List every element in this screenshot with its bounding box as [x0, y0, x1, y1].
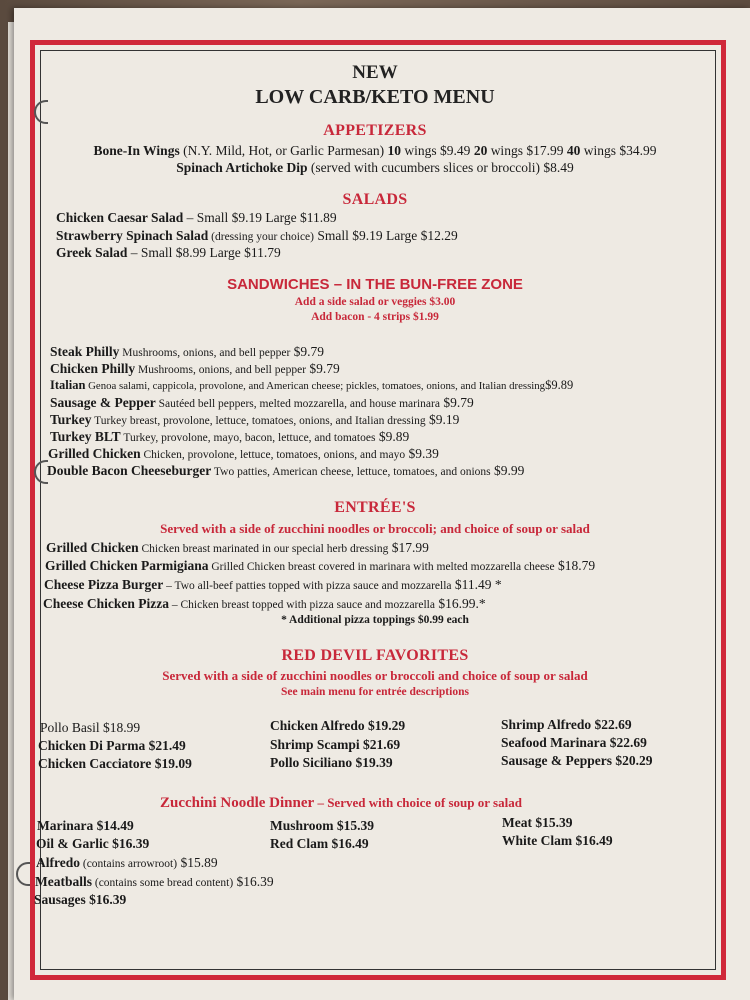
zucchini-item: Sausages $16.39	[34, 892, 127, 907]
menu-item-dip: Spinach Artichoke Dip (served with cucumbers slices or broccoli) $8.49	[176, 160, 574, 175]
menu-title: LOW CARB/KETO MENU	[255, 86, 495, 108]
favorite-item: Shrimp Scampi $21.69	[270, 737, 401, 752]
menu-item-sandwich: Turkey BLT Turkey, provolone, mayo, bacon, lettuce, and tomatoes $9.89	[50, 429, 410, 444]
favorite-item: Chicken Di Parma $21.49	[38, 738, 186, 753]
menu-item-sandwich: Italian Genoa salami, cappicola, provolone, and American cheese; pickles, tomatoes, onions, and Italian dressing$9.89	[50, 378, 574, 392]
favorite-item: Pollo Siciliano $19.39	[270, 755, 393, 770]
zucchini-item: Mushroom $15.39	[270, 818, 375, 833]
zucchini-item: Red Clam $16.49	[270, 836, 369, 851]
favorites-note: Served with a side of zucchini noodles or broccoli and choice of soup or salad	[162, 668, 588, 683]
salads-heading: SALADS	[342, 191, 408, 208]
menu-item-sandwich: Double Bacon Cheeseburger Two patties, American cheese, lettuce, tomatoes, and onions $9.99	[47, 463, 525, 478]
menu-item-entree: Grilled Chicken Parmigiana Grilled Chicken breast covered in marinara with melted mozzarella cheese $18.79	[45, 558, 596, 573]
sandwiches-note-side: Add a side salad or veggies $3.00	[294, 296, 456, 308]
favorites-note-descriptions: See main menu for entrée descriptions	[281, 686, 469, 698]
sandwiches-note-bacon: Add bacon - 4 strips $1.99	[311, 311, 439, 323]
zucchini-item: Oil & Garlic $16.39	[36, 836, 150, 851]
menu-item-sandwich: Chicken Philly Mushrooms, onions, and bell pepper $9.79	[50, 361, 340, 376]
favorite-item: Pollo Basil $18.99	[40, 720, 141, 735]
menu-item-sandwich: Grilled Chicken Chicken, provolone, lettuce, tomatoes, onions, and mayo $9.39	[48, 446, 439, 461]
favorite-item: Seafood Marinara $22.69	[501, 735, 647, 750]
sandwiches-heading: SANDWICHES – IN THE BUN-FREE ZONE	[227, 276, 523, 293]
menu-item-entree: Cheese Chicken Pizza – Chicken breast topped with pizza sauce and mozzarella $16.99.*	[43, 596, 486, 611]
menu-item-sandwich: Steak Philly Mushrooms, onions, and bell pepper $9.79	[50, 344, 325, 359]
zucchini-item: Meat $15.39	[502, 815, 573, 830]
favorite-item: Sausage & Peppers $20.29	[501, 753, 653, 768]
menu-item-sandwich: Sausage & Pepper Sautéed bell peppers, melted mozzarella, and house marinara $9.79	[50, 395, 474, 410]
appetizers-heading: APPETIZERS	[323, 122, 427, 139]
favorite-item: Chicken Alfredo $19.29	[270, 718, 406, 733]
menu-item-entree: Grilled Chicken Chicken breast marinated in our special herb dressing $17.99	[46, 540, 429, 555]
menu-item-salad: Greek Salad – Small $8.99 Large $11.79	[56, 245, 281, 260]
menu-item-entree: Cheese Pizza Burger – Two all-beef patties topped with pizza sauce and mozzarella $11.49 *	[44, 577, 502, 592]
menu-item-salad: Chicken Caesar Salad – Small $9.19 Large $11.89	[56, 210, 337, 225]
menu-item-sandwich: Turkey Turkey breast, provolone, lettuce, tomatoes, onions, and Italian dressing $9.19	[50, 412, 460, 427]
zucchini-item: Marinara $14.49	[37, 818, 134, 833]
favorite-item: Chicken Cacciatore $19.09	[38, 756, 192, 771]
zucchini-item: Meatballs (contains some bread content) $16.39	[35, 874, 274, 889]
menu-title-new: NEW	[352, 62, 398, 83]
menu-item-salad: Strawberry Spinach Salad (dressing your choice) Small $9.19 Large $12.29	[56, 228, 458, 243]
entrees-heading: ENTRÉE'S	[334, 499, 416, 516]
zucchini-item: White Clam $16.49	[502, 833, 613, 848]
menu-item-wings: Bone-In Wings (N.Y. Mild, Hot, or Garlic Parmesan) 10 wings $9.49 20 wings $17.99 40 wings $34.99	[93, 143, 657, 158]
favorite-item: Shrimp Alfredo $22.69	[501, 717, 632, 732]
entrees-note: Served with a side of zucchini noodles or broccoli; and choice of soup or salad	[160, 521, 590, 536]
favorites-heading: RED DEVIL FAVORITES	[281, 647, 469, 664]
pizza-toppings-note: * Additional pizza toppings $0.99 each	[281, 614, 469, 626]
zucchini-item: Alfredo (contains arrowroot) $15.89	[36, 855, 218, 870]
zucchini-heading: Zucchini Noodle Dinner – Served with choice of soup or salad	[160, 795, 522, 811]
